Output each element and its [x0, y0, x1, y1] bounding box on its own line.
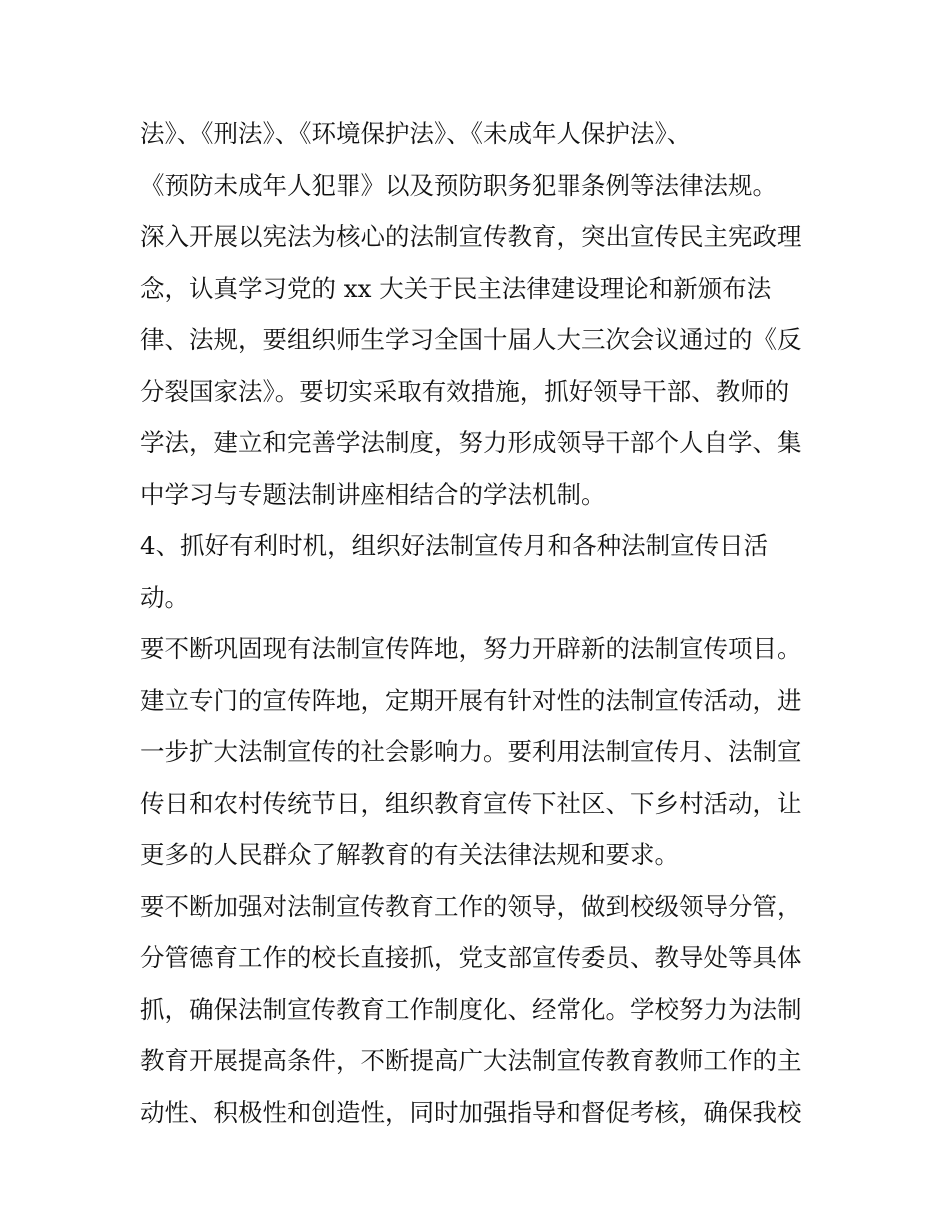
text-line: 要不断巩固现有法制宣传阵地，努力开辟新的法制宣传项目。 — [140, 634, 802, 663]
text-line: 《预防未成年人犯罪》以及预防职务犯罪条例等法律法规。 — [140, 170, 777, 200]
text-line: 分管德育工作的校长直接抓，党支部宣传委员、教导处等具体 — [140, 943, 802, 972]
text-line: 一步扩大法制宣传的社会影响力。要利用法制宣传月、法制宣 — [140, 737, 802, 766]
text-line: 律、法规，要组织师生学习全国十届人大三次会议通过的《反 — [140, 325, 802, 354]
text-line: 动性、积极性和创造性，同时加强指导和督促考核，确保我校 — [140, 1097, 802, 1127]
text-line: 传日和农村传统节日，组织教育宣传下社区、下乡村活动，让 — [140, 788, 802, 818]
text-line: 法》、《刑法》、《环境保护法》、《未成年人保护法》、 — [140, 119, 692, 148]
text-line: 教育开展提高条件，不断提高广大法制宣传教育教师工作的主 — [140, 1046, 802, 1075]
document-body — [140, 108, 830, 1138]
text-line: 建立专门的宣传阵地，定期开展有针对性的法制宣传活动，进 — [140, 685, 802, 715]
text-line: 深入开展以宪法为核心的法制宣传教育，突出宣传民主宪政理 — [140, 222, 802, 251]
text-line: 分裂国家法》。要切实采取有效措施，抓好领导干部、教师的 — [140, 376, 790, 406]
text-line: 更多的人民群众了解教育的有关法律法规和要求。 — [140, 840, 679, 869]
text-line: 抓，确保法制宣传教育工作制度化、经常化。学校努力为法制 — [140, 994, 802, 1024]
text-line: 动。 — [140, 582, 189, 612]
text-line: 要不断加强对法制宣传教育工作的领导，做到校级领导分管， — [140, 891, 802, 921]
text-line: 中学习与专题法制讲座相结合的学法机制。 — [140, 479, 606, 509]
text-line: 念，认真学习党的 xx 大关于民主法律建设理论和新颁布法 — [140, 273, 772, 303]
text-line: 4、抓好有利时机，组织好法制宣传月和各种法制宣传日活 — [140, 531, 769, 560]
text-line: 学法，建立和完善学法制度，努力形成领导干部个人自学、集 — [140, 428, 802, 457]
